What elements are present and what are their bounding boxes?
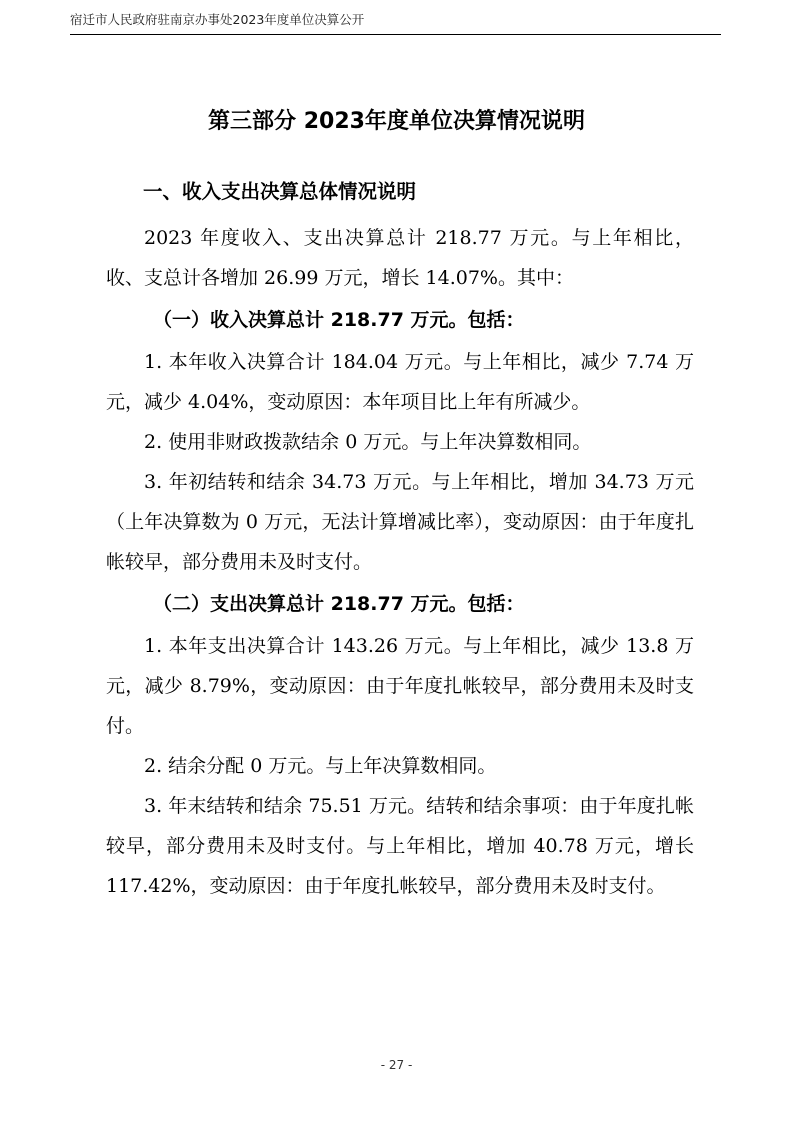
income-subheading: （一）收入决算总计 218.77 万元。包括： — [153, 309, 525, 331]
section-heading: 一、收入支出决算总体情况说明 — [143, 180, 417, 203]
intro-paragraph: 2023 年度收入、支出决算总计 218.77 万元。与上年相比，收、支总计各增加 26.99 万元，增长 14.07%。其中： — [106, 227, 694, 289]
expense-item-3: 3. 年末结转和结余 75.51 万元。结转和结余事项：由于年度扎帐较早，部分费用未及时支付。与上年相比，增加 40.78 万元，增长 117.42%，变动原因：由于年度扎帐较早，部分费用未及时支付。 — [106, 795, 694, 897]
expense-item-2: 2. 结余分配 0 万元。与上年决算数相同。 — [144, 755, 497, 777]
income-item-3: 3. 年初结转和结余 34.73 万元。与上年相比，增加 34.73 万元（上年决算数为 0 万元，无法计算增减比率），变动原因：由于年度扎帐较早，部分费用未及时支付。 — [106, 471, 694, 573]
expense-subheading: （二）支出决算总计 218.77 万元。包括： — [153, 593, 525, 615]
income-item-1: 1. 本年收入决算合计 184.04 万元。与上年相比，减少 7.74 万元，减少 4.04%，变动原因：本年项目比上年有所减少。 — [106, 351, 694, 413]
expense-item-1: 1. 本年支出决算合计 143.26 万元。与上年相比，减少 13.8 万元，减少 8.79%，变动原因：由于年度扎帐较早，部分费用未及时支付。 — [106, 635, 694, 737]
page-number: - 27 - — [380, 1058, 413, 1072]
body-text — [106, 218, 694, 906]
page-title: 第三部分 2023年度单位决算情况说明 — [208, 109, 585, 134]
running-header-text: 宿迁市人民政府驻南京办事处2023年度单位决算公开 — [70, 12, 365, 27]
income-item-2: 2. 使用非财政拨款结余 0 万元。与上年决算数相同。 — [144, 431, 592, 453]
running-header — [70, 10, 721, 35]
